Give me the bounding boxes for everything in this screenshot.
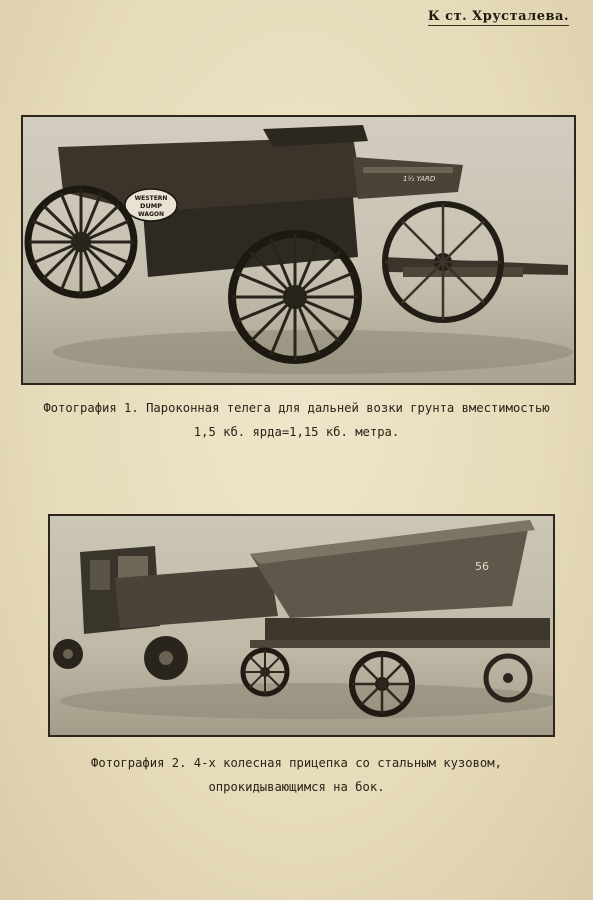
trailer-front-wheel bbox=[243, 650, 287, 694]
wagon-lettering-line-2: DUMP bbox=[140, 202, 162, 210]
trailer-rear-wheel bbox=[352, 654, 412, 714]
photo1-caption-line-1: Фотография 1. Пароконная телега для дальней возки грунта вместимостью bbox=[43, 401, 550, 415]
wagon-far-wheel bbox=[385, 204, 501, 320]
photo2-caption-line-2: опрокидывающимся на бок. bbox=[208, 780, 385, 794]
photo1-caption-line-2: 1,5 кб. ярда=1,15 кб. метра. bbox=[193, 425, 400, 439]
wagon-front-wheel bbox=[232, 234, 358, 360]
trailer-body-number: 56 bbox=[475, 560, 489, 573]
photo2-caption bbox=[30, 751, 563, 799]
photo1-caption bbox=[10, 396, 583, 444]
truck-rear-wheel bbox=[144, 636, 188, 680]
wagon-lettering-line-3: WAGON bbox=[137, 211, 165, 218]
photo-horse-dump-wagon bbox=[21, 115, 576, 385]
wagon-lettering-line-1: WESTERN bbox=[134, 195, 168, 202]
truck-front-wheel bbox=[53, 639, 83, 669]
capacity-lettering: 1½ YARD bbox=[403, 175, 436, 183]
wagon-rear-wheel bbox=[28, 189, 134, 295]
photo2-caption-line-1: Фотография 2. 4-х колесная прицепка со стальным кузовом, bbox=[91, 756, 502, 770]
article-reference: К ст. Хрусталева. bbox=[427, 9, 569, 24]
photo-side-dump-trailer bbox=[48, 514, 555, 737]
